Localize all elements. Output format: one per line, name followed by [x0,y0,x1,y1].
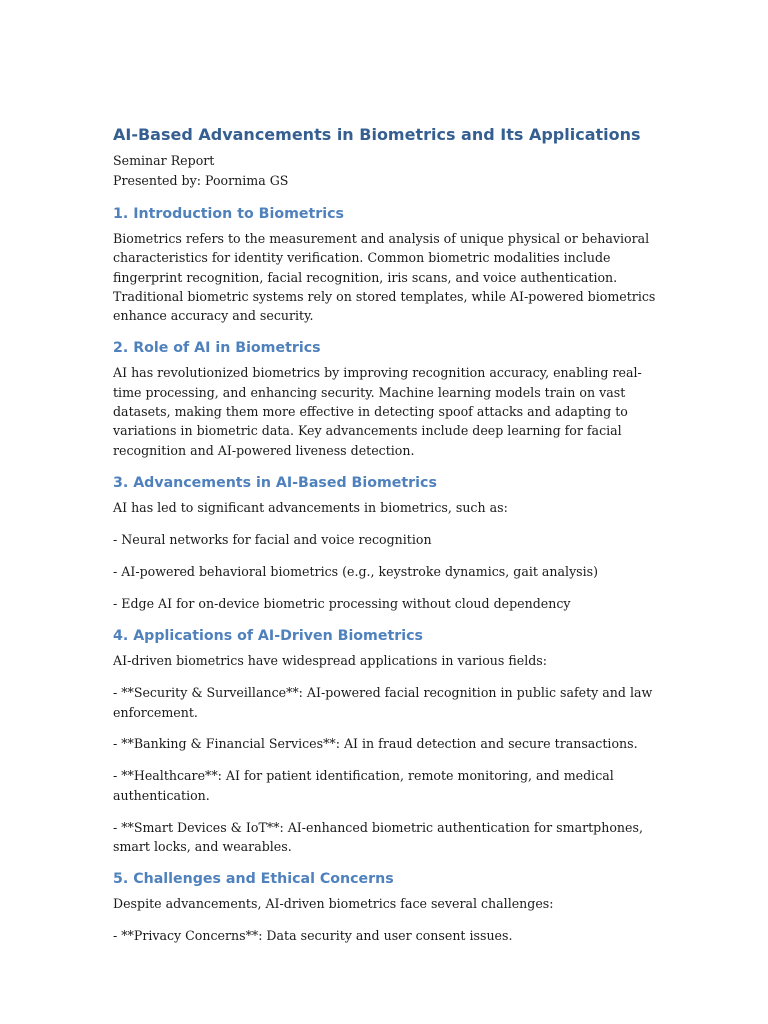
presenter-line: Presented by: Poornima GS [113,173,289,188]
section-1 [113,204,658,325]
list-item: - **Banking & Financial Services**: AI in fraud detection and secure transactions. [113,736,638,752]
document-subtitle: Seminar Report [113,153,215,168]
list-item: - **Smart Devices & IoT**: AI-enhanced biometric authentication for smartphones, smart locks, and wearables. [113,819,643,855]
list-item: - Edge AI for on-device biometric processing without cloud dependency [113,595,571,611]
section-5 [113,869,658,945]
section-2 [113,338,658,459]
paragraph: Biometrics refers to the measurement and analysis of unique physical or behavioral characteristics for identity verification. Common biometric modalities include fingerprint recognition, facial recognition, iris scans, and voice authentication. Traditional biometric systems rely on stored templates, while AI-powered biometrics enhance accuracy and security. [113,231,656,324]
section-heading: 2. Role of AI in Biometrics [113,340,321,357]
document-title: AI-Based Advancements in Biometrics and Its Applications [113,125,641,144]
list-item: - **Security & Surveillance**: AI-powered facial recognition in public safety and law enforcement. [113,685,653,720]
paragraph: AI has revolutionized biometrics by improving recognition accuracy, enabling real-time processing, and enhancing security. Machine learning models train on vast datasets, making them more effective in detecting spoof attacks and adapting to variations in biometric data. Key advancements include deep learning for facial recognition and AI-powered liveness detection. [113,365,642,458]
section-heading: 1. Introduction to Biometrics [113,206,344,222]
list-item: - **Privacy Concerns**: Data security and user consent issues. [113,928,513,944]
section-heading: 3. Advancements in AI-Based Biometrics [113,474,437,491]
section-4 [113,626,658,856]
section-3 [113,473,658,613]
list-item: - AI-powered behavioral biometrics (e.g., keystroke dynamics, gait analysis) [113,563,599,579]
paragraph: AI-driven biometrics have widespread applications in various fields: [113,653,548,669]
list-item: - Neural networks for facial and voice recognition [113,531,432,547]
paragraph: Despite advancements, AI-driven biometrics face several challenges: [113,896,554,912]
section-heading: 5. Challenges and Ethical Concerns [113,871,394,888]
paragraph: AI has led to significant advancements in biometrics, such as: [113,499,508,515]
list-item: - **Healthcare**: AI for patient identification, remote monitoring, and medical authentication. [113,768,614,803]
section-heading: 4. Applications of AI-Driven Biometrics [113,628,423,645]
